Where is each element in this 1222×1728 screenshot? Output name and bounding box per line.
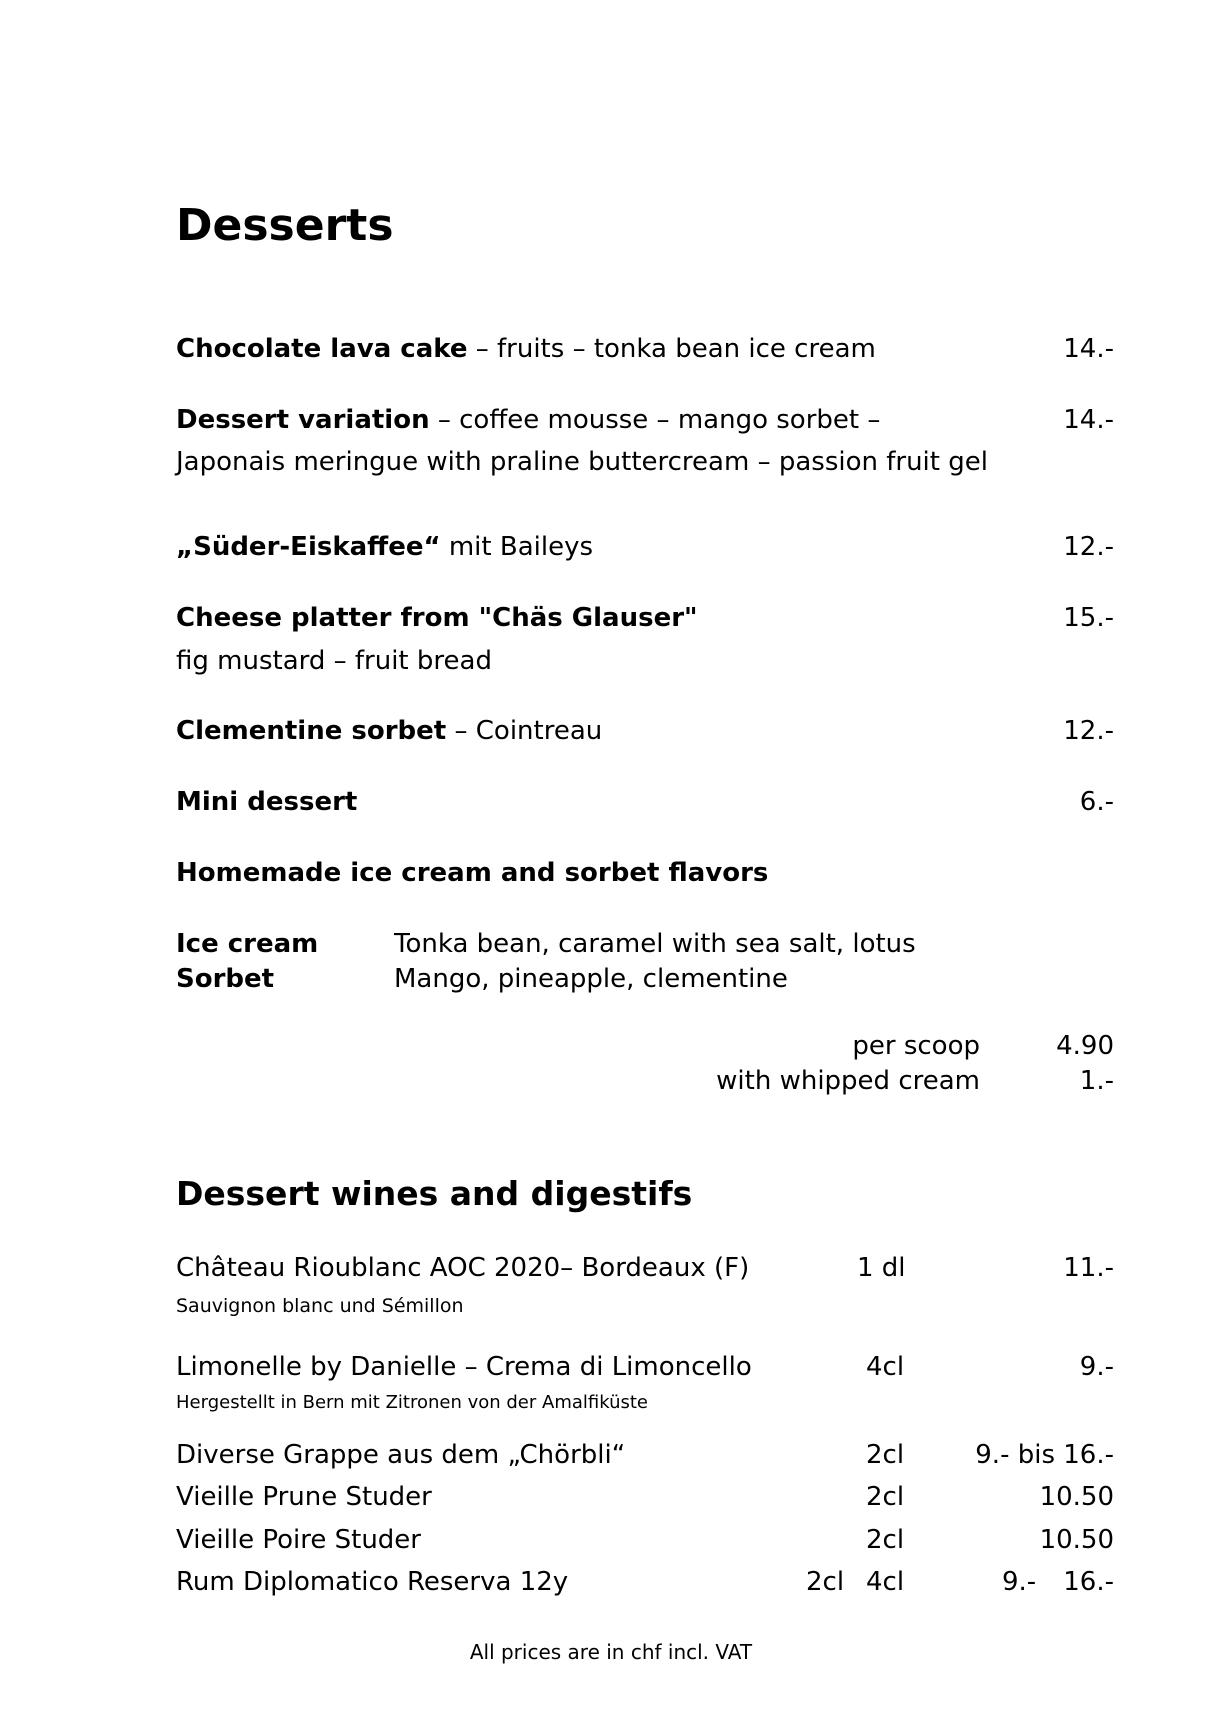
wines-title: Dessert wines and digestifs	[176, 1174, 693, 1213]
wine-item-price: 10.50	[1039, 1525, 1114, 1555]
wine-item-name: Château Rioublanc AOC 2020– Bordeaux (F)	[176, 1253, 750, 1283]
wine-item-size: 4cl	[866, 1352, 905, 1382]
wine-item-price: 9.-	[1079, 1352, 1114, 1382]
item-price: 12.-	[1063, 532, 1114, 562]
item-desc: mit Baileys	[440, 532, 594, 562]
wine-item-note: Sauvignon blanc und Sémillon	[176, 1295, 464, 1317]
icecream-heading: Homemade ice cream and sorbet flavors	[176, 858, 769, 888]
item-name: „Süder-Eiskaffee“	[176, 532, 441, 562]
whipped-cream-price: 1.-	[1079, 1066, 1114, 1096]
item-desc: – fruits – tonka bean ice cream	[467, 334, 876, 364]
wine-item-price: 11.-	[1063, 1253, 1114, 1283]
sorbet-label: Sorbet	[176, 964, 275, 994]
wine-item-price: 10.50	[1039, 1482, 1114, 1512]
icecream-label: Ice cream	[176, 929, 319, 959]
menu-item-chocolate-lava-cake	[176, 334, 876, 364]
desserts-title: Desserts	[176, 200, 394, 251]
menu-item-dessert-variation	[176, 405, 880, 435]
item-desc: – Cointreau	[446, 716, 603, 746]
wine-item-name: Rum Diplomatico Reserva 12y	[176, 1567, 569, 1597]
wine-item-size: 1 dl	[857, 1253, 906, 1283]
icecream-flavors: Tonka bean, caramel with sea salt, lotus	[394, 929, 916, 959]
menu-item-mini-dessert: Mini dessert	[176, 787, 358, 817]
wine-item-name: Diverse Grappe aus dem „Chörbli“	[176, 1440, 626, 1470]
menu-item-cheese-platter: Cheese platter from "Chäs Glauser"	[176, 603, 698, 633]
item-desc-line2: fig mustard – fruit bread	[176, 646, 492, 676]
wine-item-price: 9.-	[1002, 1567, 1037, 1597]
wine-item-size: 2cl	[866, 1525, 905, 1555]
item-name: Dessert variation	[176, 405, 430, 435]
item-name: Clementine sorbet	[176, 716, 447, 746]
wine-item-name: Vieille Poire Studer	[176, 1525, 421, 1555]
item-price: 14.-	[1063, 405, 1114, 435]
wine-item-size: 2cl	[806, 1567, 845, 1597]
wine-item-name: Limonelle by Danielle – Crema di Limoncello	[176, 1352, 752, 1382]
menu-item-eiskaffee	[176, 532, 593, 562]
wine-item-price-2: 16.-	[1063, 1567, 1114, 1597]
wine-item-size: 2cl	[866, 1482, 905, 1512]
per-scoop-label: per scoop	[852, 1031, 980, 1061]
wine-item-name: Vieille Prune Studer	[176, 1482, 432, 1512]
wine-item-size: 2cl	[866, 1440, 905, 1470]
whipped-cream-label: with whipped cream	[716, 1066, 980, 1096]
item-desc: – coffee mousse – mango sorbet –	[429, 405, 881, 435]
item-price: 12.-	[1063, 716, 1114, 746]
per-scoop-price: 4.90	[1056, 1031, 1114, 1061]
sorbet-flavors: Mango, pineapple, clementine	[394, 964, 788, 994]
wine-item-size-2: 4cl	[866, 1567, 905, 1597]
item-price: 15.-	[1063, 603, 1114, 633]
item-name: Chocolate lava cake	[176, 334, 468, 364]
item-price: 14.-	[1063, 334, 1114, 364]
wine-item-note: Hergestellt in Bern mit Zitronen von der Amalfiküste	[176, 1392, 649, 1413]
item-desc-line2: Japonais meringue with praline buttercream – passion fruit gel	[176, 447, 988, 477]
menu-item-clementine-sorbet	[176, 716, 602, 746]
wine-item-price: 9.- bis 16.-	[975, 1440, 1114, 1470]
footer-note: All prices are in chf incl. VAT	[469, 1640, 753, 1664]
item-price: 6.-	[1079, 787, 1114, 817]
